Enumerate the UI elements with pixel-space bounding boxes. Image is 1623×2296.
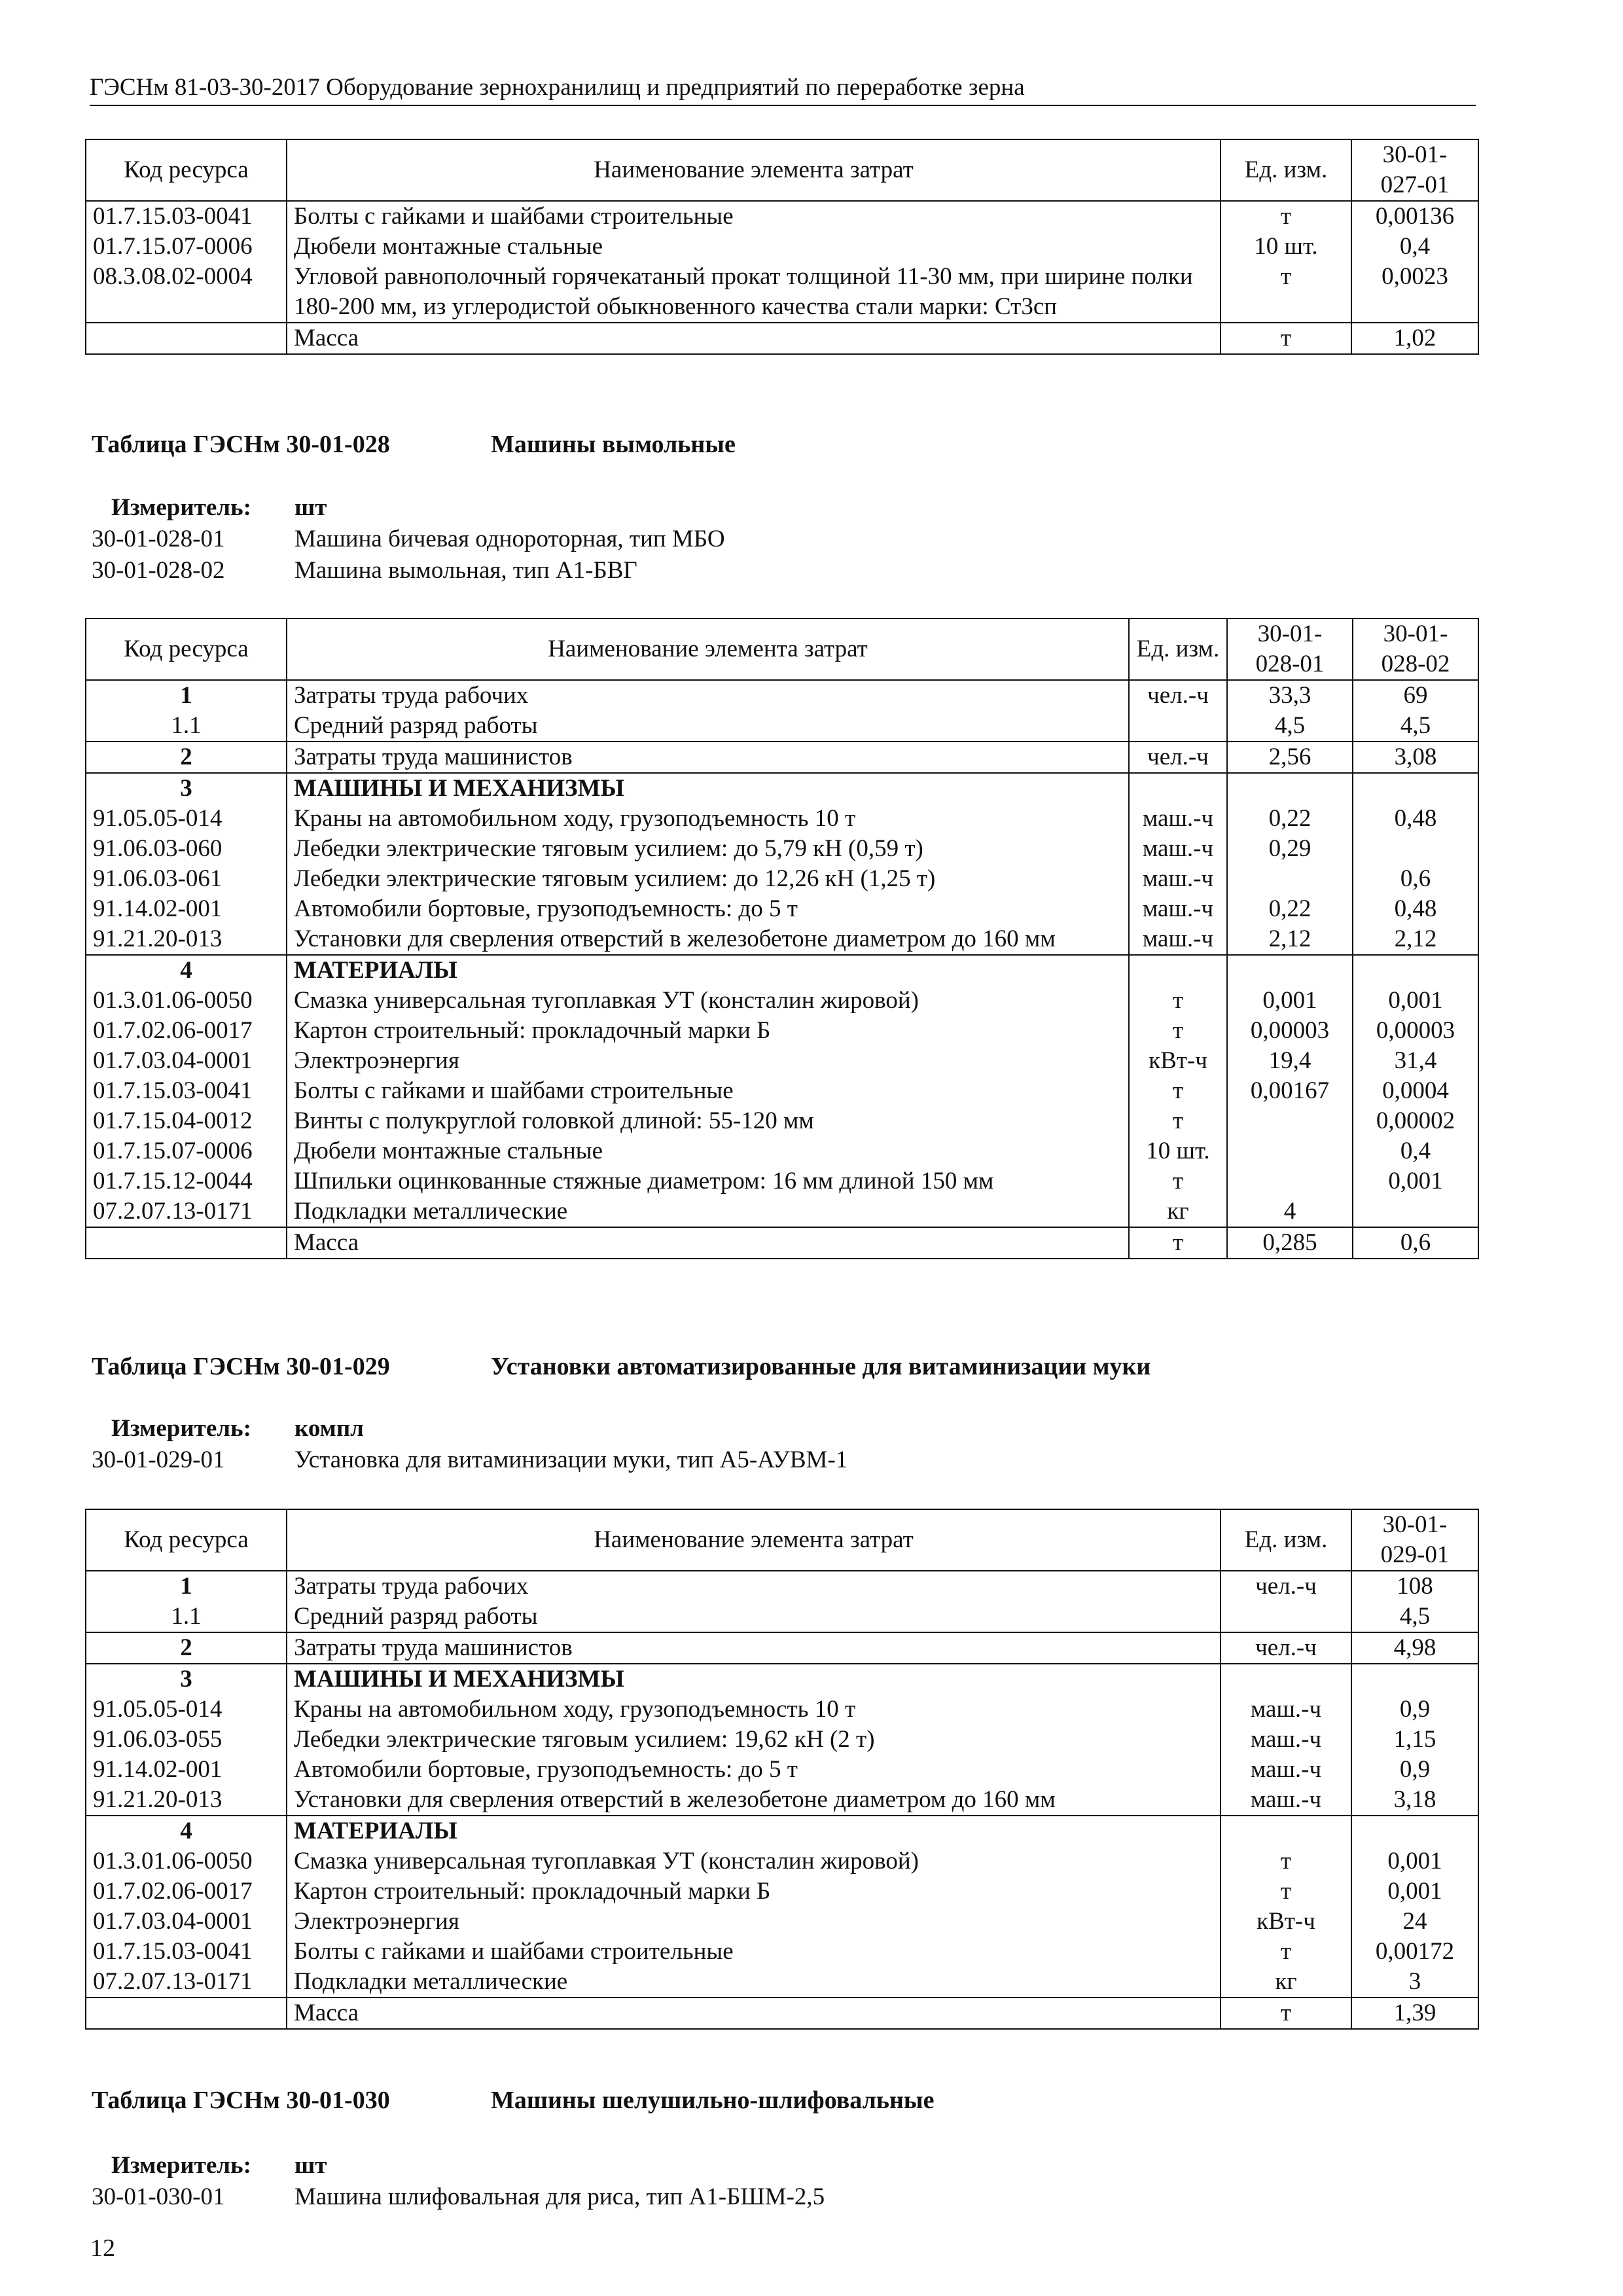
- resource-value: 0,0004: [1353, 1076, 1478, 1106]
- resource-unit: [1221, 1602, 1351, 1632]
- resource-unit: маш.-ч: [1129, 804, 1227, 834]
- estimate-name: Машина вымольная, тип А1-БВГ: [294, 557, 637, 584]
- column-header-unit: Ед. изм.: [1129, 619, 1227, 680]
- table-row: [86, 894, 1478, 924]
- column-header-name: Наименование элемента затрат: [287, 619, 1129, 680]
- resource-unit: т: [1129, 1166, 1227, 1196]
- resource-value: 0,0023: [1351, 262, 1478, 323]
- table-number: Таблица ГЭСНм 30-01-028: [92, 431, 390, 458]
- resource-unit: т: [1129, 1106, 1227, 1136]
- resource-value: 19,4: [1227, 1046, 1353, 1076]
- table-header-row: [86, 1509, 1478, 1571]
- resource-name: Дюбели монтажные стальные: [287, 1136, 1129, 1166]
- resource-name: Картон строительный: прокладочный марки Б: [287, 1876, 1221, 1907]
- column-header-estimate: 30-01- 028-01: [1227, 619, 1353, 680]
- resource-value: 0,001: [1227, 986, 1353, 1016]
- table-row: [86, 955, 1478, 986]
- resource-name: Болты с гайками и шайбами строительные: [287, 1076, 1129, 1106]
- resource-name: Краны на автомобильном ходу, грузоподъемность 10 т: [287, 1695, 1221, 1725]
- resource-value: 3,08: [1353, 742, 1478, 773]
- resource-value: [1353, 773, 1478, 804]
- resource-code: 91.06.03-061: [86, 864, 287, 894]
- estimate-item: [92, 2181, 825, 2213]
- resource-value: 0,4: [1353, 1136, 1478, 1166]
- column-header-name: Наименование элемента затрат: [287, 139, 1221, 201]
- measurer-block-030: [92, 2150, 825, 2213]
- resource-value: 108: [1351, 1571, 1478, 1602]
- resource-unit: чел.-ч: [1129, 742, 1227, 773]
- resource-unit: маш.-ч: [1129, 864, 1227, 894]
- resource-unit: т: [1221, 1937, 1351, 1967]
- column-header-estimate: 30-01- 029-01: [1351, 1509, 1478, 1571]
- mass-unit: т: [1221, 323, 1351, 354]
- table-row: [86, 1876, 1478, 1907]
- table-row: [86, 1937, 1478, 1967]
- resource-value: 0,001: [1351, 1846, 1478, 1876]
- measurer-line: [92, 492, 725, 524]
- resource-code: 1: [86, 680, 287, 711]
- resource-name: Затраты труда машинистов: [287, 742, 1129, 773]
- resource-unit: т: [1221, 1876, 1351, 1907]
- resource-code: 91.14.02-001: [86, 894, 287, 924]
- table-row: [86, 1166, 1478, 1196]
- table-header-row: [86, 619, 1478, 680]
- resource-value: [1227, 955, 1353, 986]
- table-row: [86, 864, 1478, 894]
- resource-value: 0,001: [1353, 986, 1478, 1016]
- column-header-code: Код ресурса: [86, 619, 287, 680]
- resource-value: 3: [1351, 1967, 1478, 1998]
- table-row: [86, 1016, 1478, 1046]
- resource-unit: кг: [1221, 1967, 1351, 1998]
- resource-value: 0,29: [1227, 834, 1353, 864]
- resource-unit: маш.-ч: [1221, 1785, 1351, 1816]
- resource-value: 0,9: [1351, 1755, 1478, 1785]
- resource-value: 0,4: [1351, 232, 1478, 262]
- resource-value: 2,12: [1353, 924, 1478, 955]
- resource-value: 0,00002: [1353, 1106, 1478, 1136]
- resource-code: 4: [86, 1816, 287, 1846]
- measurer-value: шт: [294, 494, 327, 521]
- resource-value: 0,00167: [1227, 1076, 1353, 1106]
- resource-code: [86, 1227, 287, 1259]
- resource-code: 1: [86, 1571, 287, 1602]
- column-header-code: Код ресурса: [86, 1509, 287, 1571]
- resource-name: МАТЕРИАЛЫ: [287, 1816, 1221, 1846]
- resource-name: Картон строительный: прокладочный марки Б: [287, 1016, 1129, 1046]
- column-header-estimate: 30-01- 027-01: [1351, 139, 1478, 201]
- resource-value: 0,22: [1227, 894, 1353, 924]
- measurer-label: Измеритель:: [111, 2152, 251, 2179]
- resource-unit: маш.-ч: [1221, 1725, 1351, 1755]
- resource-value: [1227, 864, 1353, 894]
- resource-name: Болты с гайками и шайбами строительные: [287, 201, 1221, 232]
- resource-value: [1227, 1106, 1353, 1136]
- table-row: [86, 1664, 1478, 1695]
- resource-value: [1353, 834, 1478, 864]
- resource-value: [1353, 955, 1478, 986]
- table-row: [86, 201, 1478, 232]
- resource-name: Затраты труда машинистов: [287, 1632, 1221, 1664]
- measurer-line: [92, 2150, 825, 2181]
- table-row: [86, 1967, 1478, 1998]
- table-row: [86, 1046, 1478, 1076]
- mass-unit: т: [1221, 1998, 1351, 2029]
- resource-value: 0,001: [1351, 1876, 1478, 1907]
- resource-table-028: [85, 618, 1479, 1259]
- table-row: [86, 680, 1478, 711]
- measurer-block-028: [92, 492, 725, 586]
- table-title-029: [92, 1352, 1150, 1381]
- resource-value: 2,56: [1227, 742, 1353, 773]
- table-header-row: [86, 139, 1478, 201]
- column-header-code: Код ресурса: [86, 139, 287, 201]
- resource-value: [1227, 773, 1353, 804]
- resource-value: [1227, 1136, 1353, 1166]
- resource-value: 4,5: [1351, 1602, 1478, 1632]
- resource-value: 69: [1353, 680, 1478, 711]
- table-row: [86, 742, 1478, 773]
- resource-name: Средний разряд работы: [287, 711, 1129, 742]
- resource-code: 08.3.08.02-0004: [86, 262, 287, 323]
- resource-code: [86, 323, 287, 354]
- table-row: [86, 1725, 1478, 1755]
- measurer-label: Измеритель:: [111, 1415, 251, 1442]
- resource-unit: 10 шт.: [1221, 232, 1351, 262]
- mass-value: 1,02: [1351, 323, 1478, 354]
- mass-row: [86, 323, 1478, 354]
- resource-code: 01.3.01.06-0050: [86, 1846, 287, 1876]
- measurer-block-029: [92, 1413, 847, 1476]
- resource-unit: [1129, 955, 1227, 986]
- estimate-item: [92, 1444, 847, 1476]
- mass-label: Масса: [287, 323, 1221, 354]
- resource-value: 2,12: [1227, 924, 1353, 955]
- table-name: Установки автоматизированные для витаминизации муки: [491, 1353, 1151, 1380]
- resource-value: 0,9: [1351, 1695, 1478, 1725]
- resource-code: 07.2.07.13-0171: [86, 1196, 287, 1227]
- table-row: [86, 262, 1478, 323]
- resource-name: Затраты труда рабочих: [287, 1571, 1221, 1602]
- resource-name: МАШИНЫ И МЕХАНИЗМЫ: [287, 1664, 1221, 1695]
- table-row: [86, 1136, 1478, 1166]
- estimate-name: Машина бичевая однороторная, тип МБО: [294, 526, 725, 552]
- resource-name: Автомобили бортовые, грузоподъемность: до 5 т: [287, 894, 1129, 924]
- table-title-030: [92, 2086, 934, 2115]
- resource-code: 4: [86, 955, 287, 986]
- mass-label: Масса: [287, 1227, 1129, 1259]
- table-row: [86, 834, 1478, 864]
- table-name: Машины шелушильно-шлифовальные: [491, 2087, 935, 2114]
- resource-value: 4,5: [1227, 711, 1353, 742]
- table-row: [86, 1632, 1478, 1664]
- resource-name: Угловой равнополочный горячекатаный прокат толщиной 11-30 мм, при ширине полки 180-200 мм, из углеродистой обыкновенного качества стали марки: Ст3сп: [287, 262, 1221, 323]
- resource-code: 91.06.03-060: [86, 834, 287, 864]
- resource-unit: [1129, 711, 1227, 742]
- resource-name: Шпильки оцинкованные стяжные диаметром: 16 мм длиной 150 мм: [287, 1166, 1129, 1196]
- resource-code: 91.05.05-014: [86, 1695, 287, 1725]
- estimate-code: 30-01-029-01: [92, 1446, 225, 1473]
- table-name: Машины вымольные: [491, 431, 736, 458]
- mass-row: [86, 1227, 1478, 1259]
- resource-code: 01.7.03.04-0001: [86, 1907, 287, 1937]
- table-row: [86, 986, 1478, 1016]
- resource-unit: [1221, 1816, 1351, 1846]
- resource-unit: кВт-ч: [1129, 1046, 1227, 1076]
- resource-name: Смазка универсальная тугоплавкая УТ (консталин жировой): [287, 986, 1129, 1016]
- resource-unit: т: [1221, 1846, 1351, 1876]
- resource-code: 1.1: [86, 711, 287, 742]
- resource-code: 01.7.15.04-0012: [86, 1106, 287, 1136]
- resource-unit: [1129, 773, 1227, 804]
- resource-code: 07.2.07.13-0171: [86, 1967, 287, 1998]
- resource-code: 01.7.15.03-0041: [86, 1076, 287, 1106]
- table-row: [86, 804, 1478, 834]
- table-row: [86, 711, 1478, 742]
- resource-code: 01.7.02.06-0017: [86, 1876, 287, 1907]
- resource-name: МАШИНЫ И МЕХАНИЗМЫ: [287, 773, 1129, 804]
- table-row: [86, 1106, 1478, 1136]
- measurer-label: Измеритель:: [111, 494, 251, 521]
- estimate-item: [92, 555, 725, 586]
- resource-code: 3: [86, 1664, 287, 1695]
- table-row: [86, 1846, 1478, 1876]
- mass-label: Масса: [287, 1998, 1221, 2029]
- resource-table-029: [85, 1509, 1479, 2030]
- resource-code: 01.7.02.06-0017: [86, 1016, 287, 1046]
- resource-code: 01.3.01.06-0050: [86, 986, 287, 1016]
- table-row: [86, 1602, 1478, 1632]
- resource-name: Электроэнергия: [287, 1046, 1129, 1076]
- resource-code: 91.06.03-055: [86, 1725, 287, 1755]
- resource-unit: т: [1129, 1016, 1227, 1046]
- resource-name: Винты с полукруглой головкой длиной: 55-120 мм: [287, 1106, 1129, 1136]
- resource-code: 01.7.15.07-0006: [86, 1136, 287, 1166]
- resource-value: 0,001: [1353, 1166, 1478, 1196]
- resource-value: 31,4: [1353, 1046, 1478, 1076]
- mass-unit: т: [1129, 1227, 1227, 1259]
- resource-unit: чел.-ч: [1221, 1632, 1351, 1664]
- resource-name: Затраты труда рабочих: [287, 680, 1129, 711]
- resource-code: 01.7.15.07-0006: [86, 232, 287, 262]
- resource-value: 1,15: [1351, 1725, 1478, 1755]
- resource-value: [1227, 1166, 1353, 1196]
- resource-value: 0,00003: [1227, 1016, 1353, 1046]
- table-row: [86, 924, 1478, 955]
- estimate-name: Машина шлифовальная для риса, тип А1-БШМ-2,5: [294, 2183, 825, 2210]
- resource-unit: [1221, 1664, 1351, 1695]
- table-row: [86, 232, 1478, 262]
- resource-code: 91.21.20-013: [86, 1785, 287, 1816]
- resource-name: Краны на автомобильном ходу, грузоподъемность 10 т: [287, 804, 1129, 834]
- resource-table-027: [85, 139, 1479, 355]
- resource-name: Лебедки электрические тяговым усилием: 19,62 кН (2 т): [287, 1725, 1221, 1755]
- resource-unit: т: [1221, 201, 1351, 232]
- column-header-name: Наименование элемента затрат: [287, 1509, 1221, 1571]
- resource-name: Автомобили бортовые, грузоподъемность: до 5 т: [287, 1755, 1221, 1785]
- resource-name: Подкладки металлические: [287, 1196, 1129, 1227]
- resource-name: Лебедки электрические тяговым усилием: до 5,79 кН (0,59 т): [287, 834, 1129, 864]
- table-row: [86, 1695, 1478, 1725]
- resource-name: Установки для сверления отверстий в железобетоне диаметром до 160 мм: [287, 924, 1129, 955]
- resource-code: 01.7.15.03-0041: [86, 201, 287, 232]
- resource-code: [86, 1998, 287, 2029]
- resource-value: 0,00003: [1353, 1016, 1478, 1046]
- resource-code: 2: [86, 742, 287, 773]
- mass-value: 0,285: [1227, 1227, 1353, 1259]
- estimate-code: 30-01-028-02: [92, 557, 225, 584]
- resource-unit: маш.-ч: [1129, 894, 1227, 924]
- resource-value: 0,00172: [1351, 1937, 1478, 1967]
- resource-name: Дюбели монтажные стальные: [287, 232, 1221, 262]
- resource-code: 91.21.20-013: [86, 924, 287, 955]
- table-row: [86, 1571, 1478, 1602]
- column-header-unit: Ед. изм.: [1221, 139, 1351, 201]
- resource-unit: кг: [1129, 1196, 1227, 1227]
- estimate-code: 30-01-030-01: [92, 2183, 225, 2210]
- resource-value: [1351, 1664, 1478, 1695]
- resource-code: 91.05.05-014: [86, 804, 287, 834]
- resource-unit: маш.-ч: [1221, 1695, 1351, 1725]
- table-title-028: [92, 430, 736, 459]
- mass-value: 0,6: [1353, 1227, 1478, 1259]
- resource-name: Смазка универсальная тугоплавкая УТ (консталин жировой): [287, 1846, 1221, 1876]
- resource-name: Установки для сверления отверстий в железобетоне диаметром до 160 мм: [287, 1785, 1221, 1816]
- table-row: [86, 1755, 1478, 1785]
- resource-code: 91.14.02-001: [86, 1755, 287, 1785]
- resource-unit: маш.-ч: [1221, 1755, 1351, 1785]
- resource-unit: маш.-ч: [1129, 924, 1227, 955]
- estimate-name: Установка для витаминизации муки, тип А5-АУВМ-1: [294, 1446, 848, 1473]
- resource-unit: маш.-ч: [1129, 834, 1227, 864]
- resource-code: 01.7.15.03-0041: [86, 1937, 287, 1967]
- resource-name: Электроэнергия: [287, 1907, 1221, 1937]
- resource-value: 33,3: [1227, 680, 1353, 711]
- measurer-value: шт: [294, 2152, 327, 2179]
- resource-name: Средний разряд работы: [287, 1602, 1221, 1632]
- resource-code: 2: [86, 1632, 287, 1664]
- estimate-item: [92, 524, 725, 555]
- resource-unit: 10 шт.: [1129, 1136, 1227, 1166]
- table-row: [86, 1816, 1478, 1846]
- column-header-unit: Ед. изм.: [1221, 1509, 1351, 1571]
- table-number: Таблица ГЭСНм 30-01-030: [92, 2087, 390, 2114]
- table-row: [86, 1076, 1478, 1106]
- resource-value: 0,22: [1227, 804, 1353, 834]
- resource-value: 24: [1351, 1907, 1478, 1937]
- resource-value: 0,00136: [1351, 201, 1478, 232]
- mass-value: 1,39: [1351, 1998, 1478, 2029]
- resource-value: 0,48: [1353, 804, 1478, 834]
- resource-value: 4,5: [1353, 711, 1478, 742]
- resource-code: 01.7.15.12-0044: [86, 1166, 287, 1196]
- resource-value: 0,6: [1353, 864, 1478, 894]
- resource-unit: т: [1129, 1076, 1227, 1106]
- mass-row: [86, 1998, 1478, 2029]
- running-header: ГЭСНм 81-03-30-2017 Оборудование зернохранилищ и предприятий по переработке зерна: [90, 73, 1476, 106]
- resource-name: Подкладки металлические: [287, 1967, 1221, 1998]
- resource-value: [1351, 1816, 1478, 1846]
- resource-unit: т: [1221, 262, 1351, 323]
- resource-value: 0,48: [1353, 894, 1478, 924]
- column-header-estimate: 30-01- 028-02: [1353, 619, 1478, 680]
- table-row: [86, 773, 1478, 804]
- page-number: 12: [90, 2234, 115, 2262]
- table-number: Таблица ГЭСНм 30-01-029: [92, 1353, 390, 1380]
- table-row: [86, 1196, 1478, 1227]
- table-row: [86, 1785, 1478, 1816]
- resource-unit: чел.-ч: [1129, 680, 1227, 711]
- resource-name: Лебедки электрические тяговым усилием: до 12,26 кН (1,25 т): [287, 864, 1129, 894]
- resource-value: [1353, 1196, 1478, 1227]
- measurer-value: компл: [294, 1415, 364, 1442]
- resource-value: 4,98: [1351, 1632, 1478, 1664]
- estimate-code: 30-01-028-01: [92, 526, 225, 552]
- resource-unit: т: [1129, 986, 1227, 1016]
- resource-name: МАТЕРИАЛЫ: [287, 955, 1129, 986]
- resource-name: Болты с гайками и шайбами строительные: [287, 1937, 1221, 1967]
- resource-unit: кВт-ч: [1221, 1907, 1351, 1937]
- table-row: [86, 1907, 1478, 1937]
- resource-code: 01.7.03.04-0001: [86, 1046, 287, 1076]
- resource-value: 4: [1227, 1196, 1353, 1227]
- resource-value: 3,18: [1351, 1785, 1478, 1816]
- resource-code: 3: [86, 773, 287, 804]
- resource-code: 1.1: [86, 1602, 287, 1632]
- resource-unit: чел.-ч: [1221, 1571, 1351, 1602]
- measurer-line: [92, 1413, 847, 1444]
